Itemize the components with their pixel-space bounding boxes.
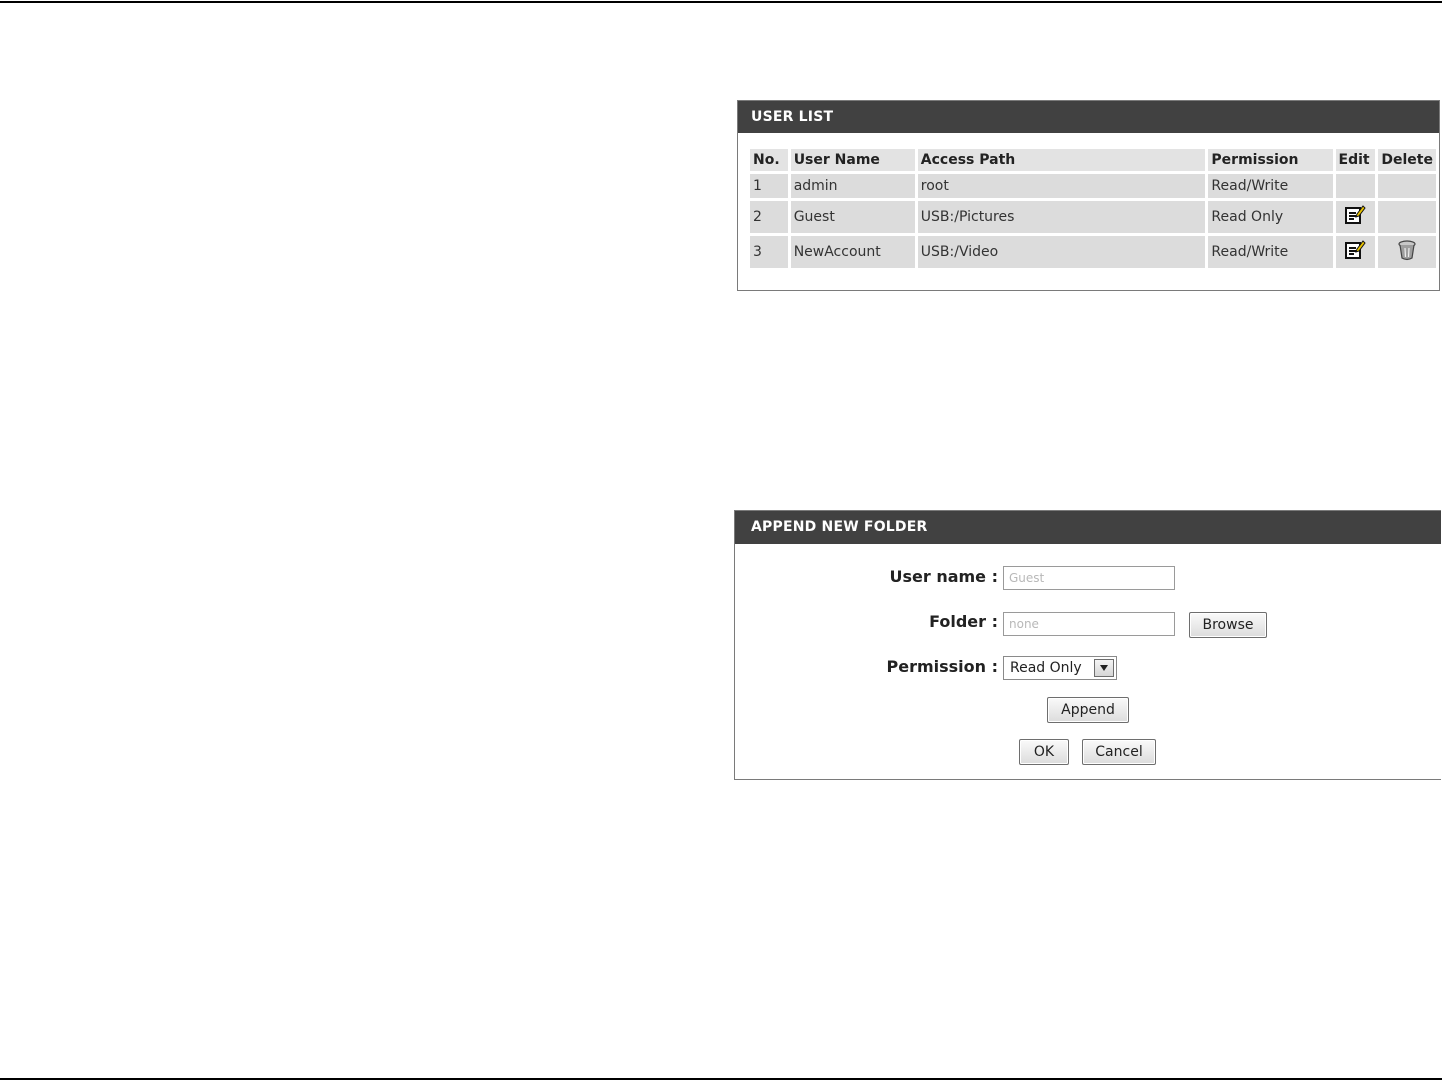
append-folder-panel	[734, 510, 1441, 780]
cell-permission: Read/Write	[1208, 174, 1332, 198]
column-header-user-name: User Name	[791, 149, 915, 171]
cell-edit	[1336, 236, 1376, 268]
permission-selected-value: Read Only	[1010, 660, 1082, 676]
cell-delete	[1378, 236, 1436, 268]
table-header-row	[750, 149, 1436, 171]
edit-icon[interactable]	[1344, 239, 1366, 261]
chevron-down-icon	[1100, 665, 1108, 671]
cell-access-path: root	[918, 174, 1206, 198]
permission-select[interactable]	[1003, 656, 1117, 680]
bottom-rule	[0, 1078, 1442, 1080]
cell-access-path: USB:/Pictures	[918, 201, 1206, 233]
table-row	[750, 174, 1436, 198]
cell-no: 2	[750, 201, 788, 233]
cell-delete-empty	[1378, 174, 1436, 198]
cell-delete-empty	[1378, 201, 1436, 233]
cell-user-name: Guest	[791, 201, 915, 233]
cell-permission: Read Only	[1208, 201, 1332, 233]
user-list-table	[747, 146, 1439, 271]
cell-no: 1	[750, 174, 788, 198]
cell-permission: Read/Write	[1208, 236, 1332, 268]
column-header-access-path: Access Path	[918, 149, 1206, 171]
column-header-no: No.	[750, 149, 788, 171]
cancel-button[interactable]: Cancel	[1082, 739, 1156, 765]
user-name-label: User name :	[889, 567, 998, 586]
trash-icon[interactable]	[1397, 239, 1417, 261]
browse-button[interactable]: Browse	[1189, 612, 1267, 638]
cell-access-path: USB:/Video	[918, 236, 1206, 268]
ok-button[interactable]: OK	[1019, 739, 1069, 765]
permission-label: Permission :	[886, 657, 998, 676]
column-header-edit: Edit	[1336, 149, 1376, 171]
user-list-panel	[737, 100, 1440, 291]
column-header-permission: Permission	[1208, 149, 1332, 171]
folder-label: Folder :	[929, 612, 998, 631]
edit-icon[interactable]	[1344, 204, 1366, 226]
column-header-delete: Delete	[1378, 149, 1436, 171]
cell-edit-empty	[1336, 174, 1376, 198]
dropdown-arrow-button[interactable]	[1094, 659, 1114, 677]
top-rule	[0, 1, 1442, 3]
user-name-field[interactable]: Guest	[1003, 566, 1175, 590]
append-button[interactable]: Append	[1047, 697, 1129, 723]
user-list-title: USER LIST	[738, 101, 1439, 133]
cell-user-name: admin	[791, 174, 915, 198]
cell-edit	[1336, 201, 1376, 233]
table-row	[750, 201, 1436, 233]
append-folder-title: APPEND NEW FOLDER	[735, 511, 1441, 544]
cell-user-name: NewAccount	[791, 236, 915, 268]
table-row	[750, 236, 1436, 268]
cell-no: 3	[750, 236, 788, 268]
folder-field[interactable]: none	[1003, 612, 1175, 636]
